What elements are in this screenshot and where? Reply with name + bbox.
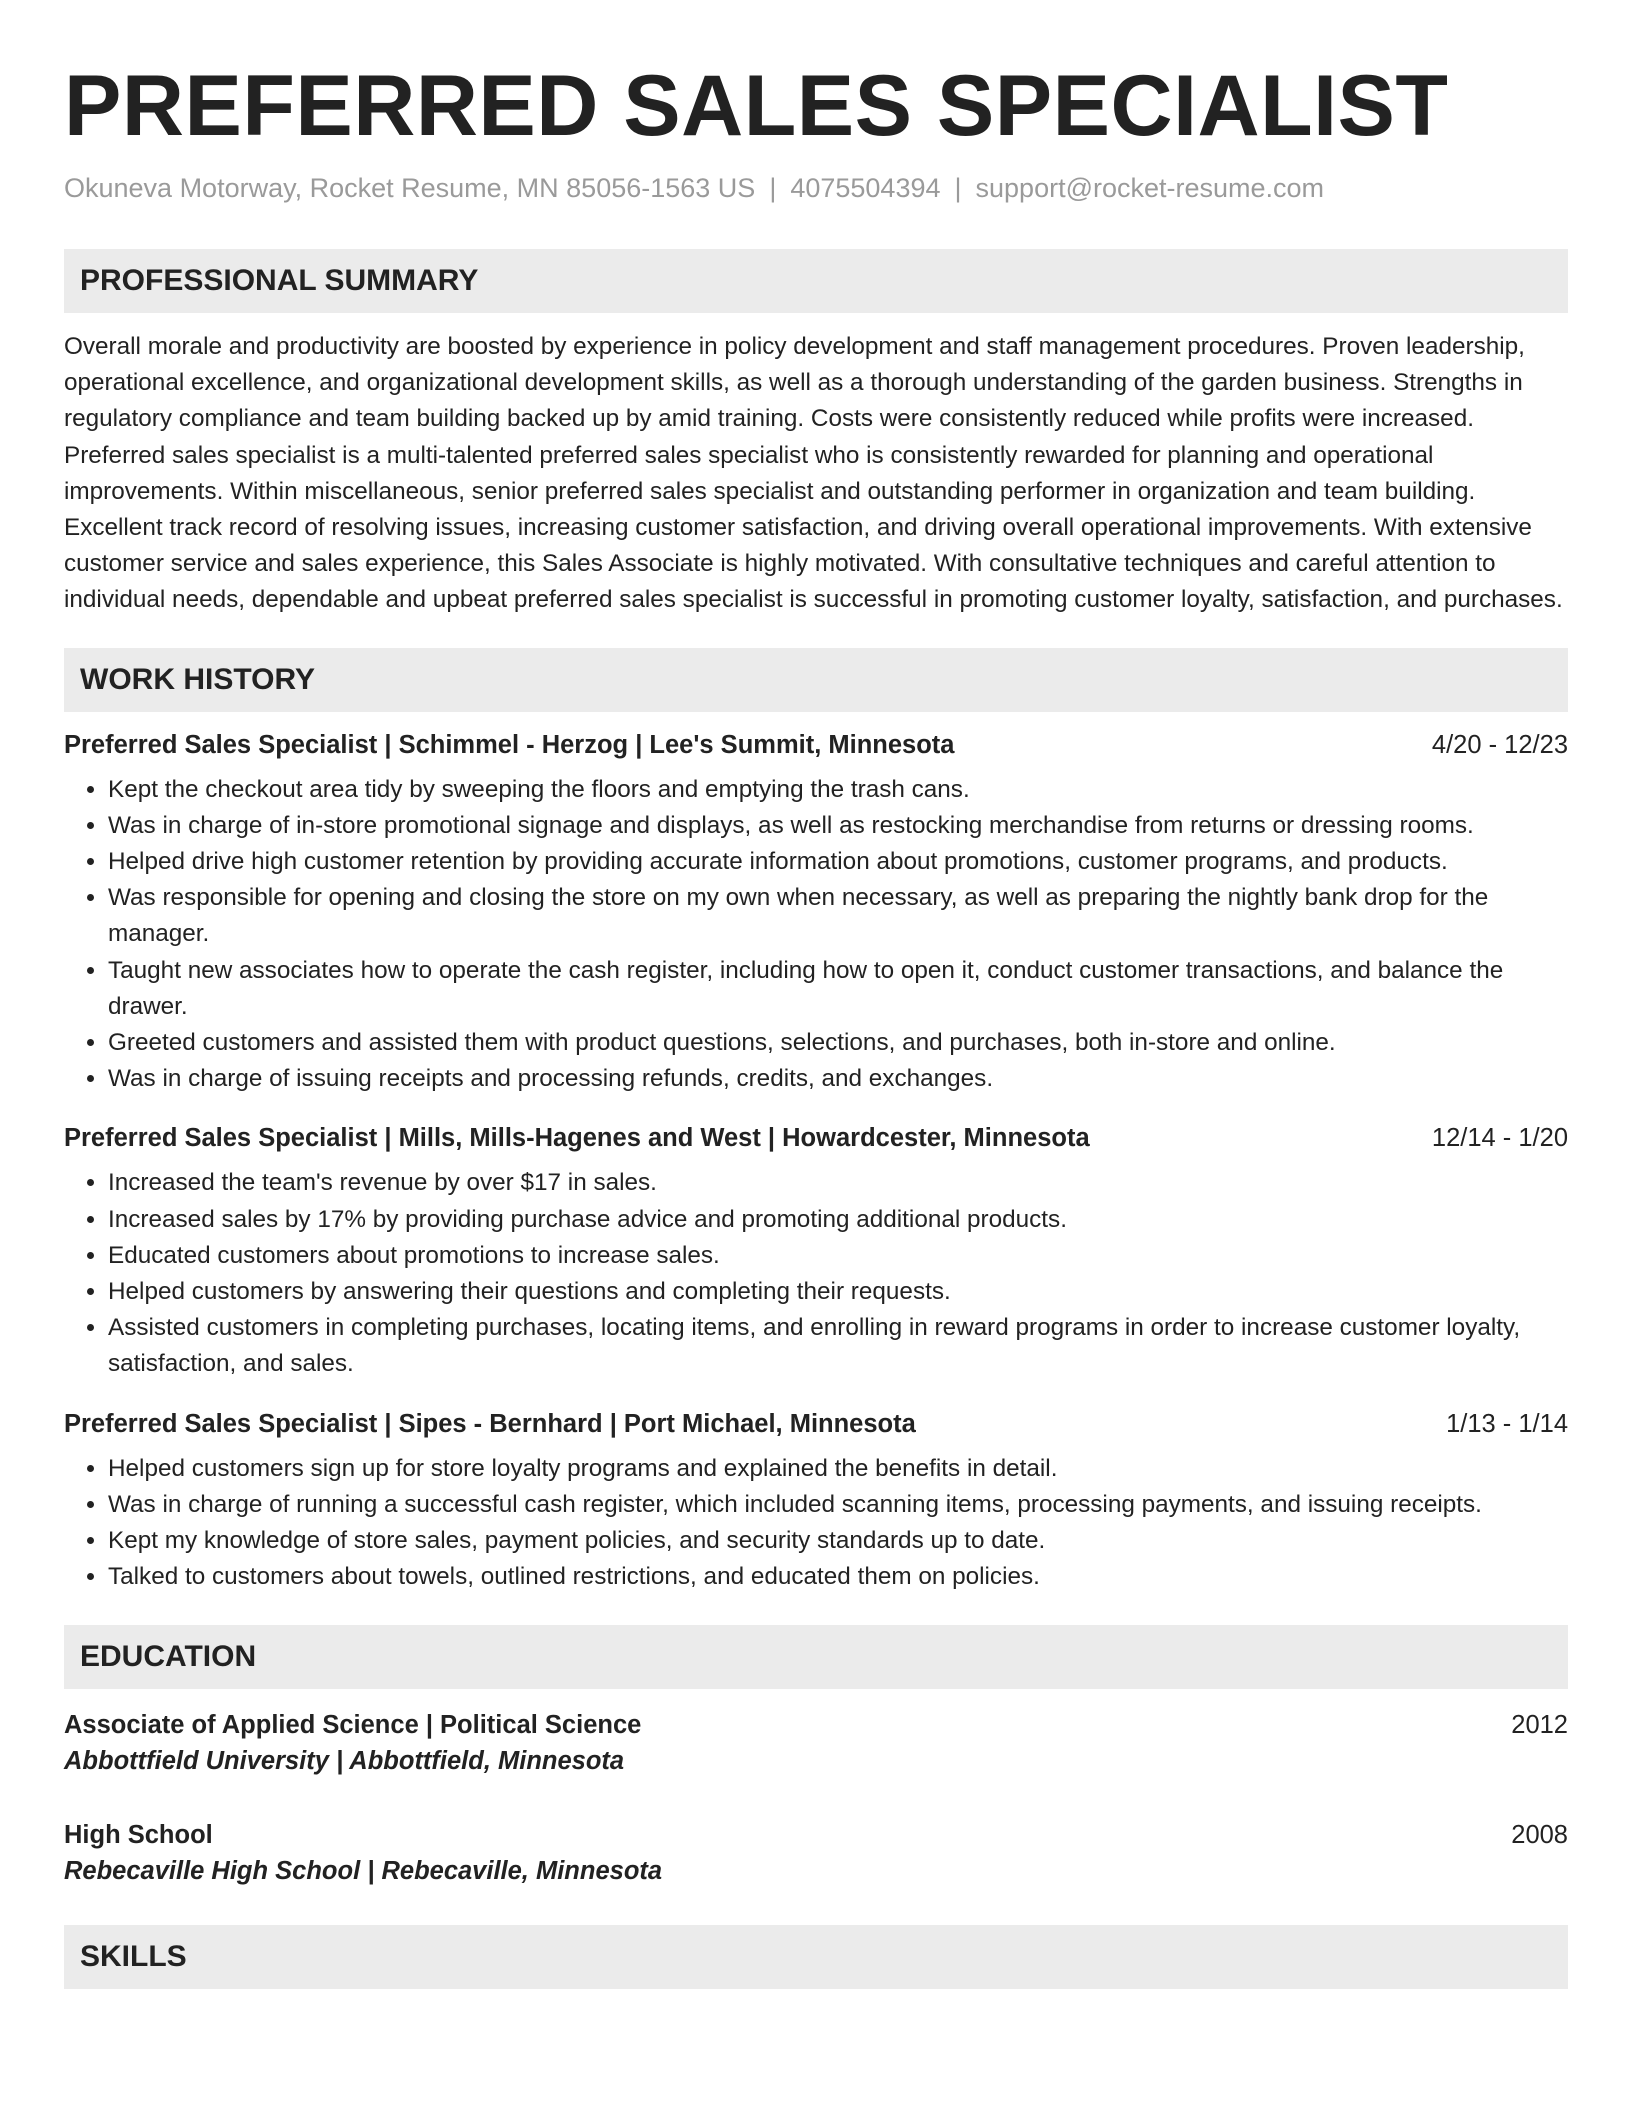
contact-separator: | xyxy=(769,173,777,203)
job-header xyxy=(64,728,1568,762)
list-item: • Greeted customers and assisted them with product questions, selections, and purchases, both in-store and online. xyxy=(108,1025,1568,1061)
job-dates: 4/20 - 12/23 xyxy=(1431,730,1568,759)
list-item: • Talked to customers about towels, outlined restrictions, and educated them on policies. xyxy=(108,1559,1568,1595)
section-heading-education: EDUCATION xyxy=(64,1625,1568,1689)
education-year: 2012 xyxy=(1511,1711,1568,1740)
job-header xyxy=(64,1121,1568,1155)
section-heading-work-history: WORK HISTORY xyxy=(64,648,1568,712)
list-item: • Was in charge of running a successful cash register, which included scanning items, processing payments, and issuing receipts. xyxy=(108,1487,1568,1523)
list-item: • Assisted customers in completing purchases, locating items, and enrolling in reward programs in order to increase customer loyalty, satisfaction, and sales. xyxy=(108,1310,1568,1382)
list-item: • Kept the checkout area tidy by sweeping the floors and emptying the trash cans. xyxy=(108,772,1568,808)
section-heading-summary: PROFESSIONAL SUMMARY xyxy=(64,249,1568,313)
list-item: • Increased the team's revenue by over $17 in sales. xyxy=(108,1165,1568,1201)
education-degree: High School xyxy=(64,1821,213,1850)
contact-address: Okuneva Motorway, Rocket Resume, MN 85056-1563 US xyxy=(64,173,756,203)
job-header xyxy=(64,1407,1568,1441)
job-bullet-list xyxy=(64,1165,1568,1382)
job-dates: 1/13 - 1/14 xyxy=(1446,1409,1568,1438)
list-item: • Was responsible for opening and closing the store on my own when necessary, as well as preparing the nightly bank drop for the manager. xyxy=(108,880,1568,952)
job-bullet-list xyxy=(64,772,1568,1098)
job-title: Preferred Sales Specialist | Mills, Mills-Hagenes and West | Howardcester, Minnesota xyxy=(64,1124,1090,1153)
list-item: • Taught new associates how to operate the cash register, including how to open it, conduct customer transactions, and balance the drawer. xyxy=(108,953,1568,1025)
job-title: Preferred Sales Specialist | Schimmel - Herzog | Lee's Summit, Minnesota xyxy=(64,730,955,759)
list-item: • Was in charge of in-store promotional signage and displays, as well as restocking merchandise from returns or dressing rooms. xyxy=(108,808,1568,844)
list-item: • Helped customers by answering their questions and completing their requests. xyxy=(108,1274,1568,1310)
page-title: PREFERRED SALES SPECIALIST xyxy=(64,58,1449,154)
education-year: 2008 xyxy=(1511,1821,1568,1850)
list-item: • Helped customers sign up for store loyalty programs and explained the benefits in detail. xyxy=(108,1451,1568,1487)
contact-separator: | xyxy=(954,173,962,203)
contact-line xyxy=(64,170,1568,206)
contact-phone: 4075504394 xyxy=(790,173,941,203)
list-item: • Was in charge of issuing receipts and processing refunds, credits, and exchanges. xyxy=(108,1061,1568,1097)
job-entry xyxy=(64,1407,1568,1596)
resume-page xyxy=(64,0,1568,1989)
education-header xyxy=(64,1817,1568,1853)
job-entry xyxy=(64,728,1568,1098)
list-item: • Educated customers about promotions to increase sales. xyxy=(108,1238,1568,1274)
list-item: • Kept my knowledge of store sales, payment policies, and security standards up to date. xyxy=(108,1523,1568,1559)
list-item: • Increased sales by 17% by providing purchase advice and promoting additional products. xyxy=(108,1202,1568,1238)
section-heading-skills: SKILLS xyxy=(64,1925,1568,1989)
education-entry xyxy=(64,1817,1568,1889)
education-degree: Associate of Applied Science | Political Science xyxy=(64,1711,642,1740)
education-entry xyxy=(64,1707,1568,1779)
contact-email[interactable]: support@rocket-resume.com xyxy=(975,173,1325,203)
education-school: Abbottfield University | Abbottfield, Minnesota xyxy=(64,1747,625,1776)
list-item: • Helped drive high customer retention by providing accurate information about promotions, customer programs, and products. xyxy=(108,844,1568,880)
job-title: Preferred Sales Specialist | Sipes - Bernhard | Port Michael, Minnesota xyxy=(64,1409,916,1438)
job-entry xyxy=(64,1121,1568,1382)
education-school: Rebecaville High School | Rebecaville, Minnesota xyxy=(64,1857,663,1886)
job-bullet-list xyxy=(64,1451,1568,1596)
job-dates: 12/14 - 1/20 xyxy=(1431,1124,1568,1153)
summary-text: Overall morale and productivity are boosted by experience in policy development and staff management procedures. Proven leadership, operational excellence, and organizational development skills, as well as a thorough understanding of the garden business. Strengths in regulatory compliance and team building backed up by amid training. Costs were consistently reduced while profits were increased. Preferred sales specialist is a multi-talented preferred sales specialist who is consistently rewarded for planning and operational improvements. Within miscellaneous, senior preferred sales specialist and outstanding performer in organization and team building. Excellent track record of resolving issues, increasing customer satisfaction, and driving overall operational improvements. With extensive customer service and sales experience, this Sales Associate is highly motivated. With consultative techniques and careful attention to individual needs, dependable and upbeat preferred sales specialist is successful in promoting customer loyalty, satisfaction, and purchases. xyxy=(64,333,1563,614)
education-header xyxy=(64,1707,1568,1743)
